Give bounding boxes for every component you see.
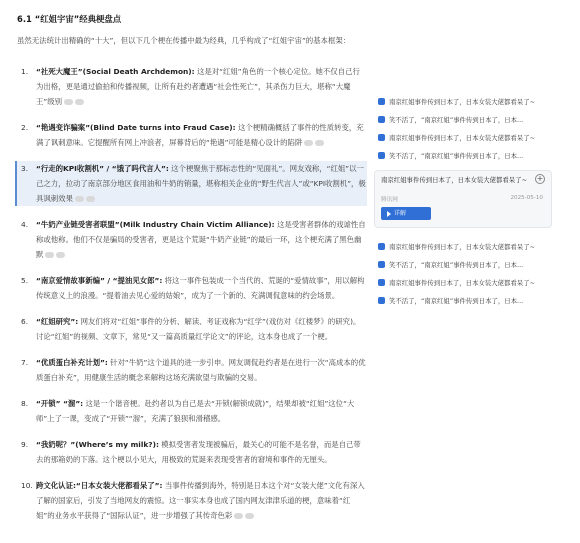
list-item <box>21 273 367 303</box>
citation-icon[interactable] <box>45 252 54 258</box>
item-title: “开锁” “溜”: <box>36 399 84 408</box>
item-number: 2. <box>21 123 29 132</box>
reference-link[interactable] <box>378 131 574 144</box>
item-body: 这个梗精确概括了事件的性质转变，充满了讽刺意味。它提醒所有网上冲浪者，屏幕背后的“艳遇”可能是精心设计的陷阱 <box>36 123 364 147</box>
reference-title: 笑不活了，“南京红姐”事件传到日本了，日本... <box>389 152 524 160</box>
item-body: 当事件传播到海外，特别是日本这个对“女装大佬”文化有深入了解的国家后，引发了当地网友的震惊。这一事实本身也成了国内网友津津乐道的梗，意味着“红姐”的业务水平获得了“国际认证”，进一步增强了其传奇色彩 <box>36 481 365 520</box>
reference-title: 南京红姐事件传到日本了，日本女装大佬都看呆了~ <box>389 279 535 287</box>
item-number: 8. <box>21 399 29 408</box>
item-number: 1. <box>21 67 29 76</box>
play-icon <box>387 211 391 217</box>
source-favicon-icon <box>378 116 385 123</box>
detail-button-label: 详解 <box>394 210 407 217</box>
reference-link[interactable] <box>378 276 574 289</box>
item-number: 4. <box>21 220 29 229</box>
reference-link[interactable] <box>378 149 574 162</box>
citation-icon[interactable] <box>75 99 84 105</box>
item-body: 这是对“红姐”角色的一个核心定位。她不仅自己行为出格，更是通过偷拍和传播视频，让所有赴约者遭遇“社会性死亡”，其杀伤力巨大，堪称“大魔王”级别 <box>36 67 360 106</box>
citation-icon[interactable] <box>234 513 243 519</box>
citation-icon[interactable] <box>56 252 65 258</box>
list-item-highlighted <box>15 161 367 206</box>
source-favicon-icon <box>378 261 385 268</box>
source-favicon-icon <box>378 297 385 304</box>
source-favicon-icon <box>378 279 385 286</box>
item-body: 这是受害者群体的戏谑性自称或他称。他们不仅是骗局的受害者，更是这个荒诞“牛奶产业链”的最后一环，这个梗充满了黑色幽默 <box>36 220 366 259</box>
item-body: 网友们将对“红姐”事件的分析、解读、考证戏称为“红学”(戏仿对《红楼梦》的研究)。讨论“红姐”的视频、文章下，常见“又一篇高质量红学论文”的评论，这本身也成了一个梗。 <box>36 317 361 341</box>
list-item <box>21 437 367 467</box>
citation-icon[interactable] <box>245 513 254 519</box>
item-number: 6. <box>21 317 29 326</box>
item-title: “南京爱情故事新编” / “提油见女郎”: <box>36 276 163 285</box>
item-title: “行走的KPI收割机” / “饿了吗代言人”: <box>36 164 169 173</box>
list-item <box>21 217 367 262</box>
detail-button[interactable] <box>381 207 431 220</box>
item-title: “我奶呢？”(Where’s my milk?): <box>36 440 159 449</box>
item-body: 将这一事件包装成一个当代的、荒诞的“爱情故事”，用以解构传统意义上的浪漫。“提着油去见心爱的姑娘”，成为了一个新的、充满调侃意味的约会场景。 <box>36 276 365 300</box>
item-number: 3. <box>21 164 29 173</box>
citation-icon[interactable] <box>75 196 84 202</box>
list-item <box>21 396 367 426</box>
meme-list <box>21 64 367 534</box>
citation-icon[interactable] <box>315 140 324 146</box>
item-body: 这是一个谐音梗。赴约者以为自己是去“开锁(解锁成就)”，结果却被“红姐”这位“大师”上了一课，变成了“开锁”“溜”，充满了狼狈和滑稽感。 <box>36 399 355 423</box>
add-icon[interactable]: + <box>536 174 544 183</box>
source-favicon-icon <box>378 152 385 159</box>
card-date: 2025-05-10 <box>510 195 543 201</box>
reference-title: 南京红姐事件传到日本了，日本女装大佬都看呆了~ <box>389 134 535 142</box>
item-title: “红姐研究”: <box>36 317 79 326</box>
item-title: “优质蛋白补充计划”: <box>36 358 108 367</box>
source-favicon-icon <box>378 98 385 105</box>
source-favicon-icon <box>378 243 385 250</box>
item-body: 针对“牛奶”这个道具的进一步引申。网友调侃赴约者是在进行一次“高成本的优质蛋白补充”，用健康生活的概念来解构这场充满欲望与欺骗的交易。 <box>36 358 366 382</box>
reference-title: 笑不活了，“南京红姐”事件传到日本了，日本... <box>389 261 524 269</box>
citation-icon[interactable] <box>64 99 73 105</box>
item-number: 7. <box>21 358 29 367</box>
item-number: 9. <box>21 440 29 449</box>
item-title: “社死大魔王”(Social Death Archdemon): <box>36 67 195 76</box>
item-title: “艳遇变诈骗案”(Blind Date turns into Fraud Case): <box>36 123 236 132</box>
item-number: 5. <box>21 276 29 285</box>
item-body: 这个梗聚焦于那标志性的“见面礼”。网友戏称，“红姐”以一己之力，拉动了南京部分地区食用油和牛奶的销量，堪称相关企业的“野生代言人”或“KPI收割机”，极具讽刺效果 <box>36 164 366 203</box>
reference-link[interactable] <box>378 258 574 271</box>
card-source: 腾讯网 <box>381 197 398 203</box>
list-item <box>21 478 367 523</box>
reference-link[interactable] <box>378 240 574 253</box>
citation-icon[interactable] <box>86 196 95 202</box>
reference-title: 笑不活了，“南京红姐”事件传到日本了，日本... <box>389 116 524 124</box>
reference-sidebar <box>372 0 580 543</box>
reference-preview-card[interactable] <box>374 170 552 228</box>
list-item <box>21 120 367 150</box>
reference-title: 南京红姐事件传到日本了，日本女装大佬都看呆了~ <box>389 98 535 106</box>
reference-title: 笑不活了，“南京红姐”事件传到日本了，日本... <box>389 297 524 305</box>
reference-link[interactable] <box>378 294 574 307</box>
reference-link[interactable] <box>378 95 574 108</box>
list-item <box>21 64 367 109</box>
item-title: 跨文化认证:“日本女装大佬都看呆了”: <box>36 481 163 490</box>
intro-paragraph: 虽然无法统计出精确的“十大”，但以下几个梗在传播中最为经典，几乎构成了“红姐宇宙”的基本框架： <box>17 36 351 45</box>
citation-icon[interactable] <box>304 140 313 146</box>
item-number: 10. <box>21 481 33 490</box>
list-item <box>21 355 367 385</box>
source-favicon-icon <box>378 134 385 141</box>
item-body: 模拟受害者发现被骗后，最关心的可能不是名誉，而是自己带去的那箱奶的下落。这个梗以小见大，用极致的荒诞来表现受害者的窘境和事件的无厘头。 <box>36 440 361 464</box>
card-title: 南京红姐事件传到日本了，日本女装大佬都看呆了~ <box>381 176 527 184</box>
reference-link[interactable] <box>378 113 574 126</box>
reference-title: 南京红姐事件传到日本了，日本女装大佬都看呆了~ <box>389 243 535 251</box>
list-item <box>21 314 367 344</box>
section-heading: 6.1 “红姐宇宙”经典梗盘点 <box>17 14 122 24</box>
item-title: “牛奶产业链受害者联盟”(Milk Industry Chain Victim Alliance): <box>36 220 275 229</box>
